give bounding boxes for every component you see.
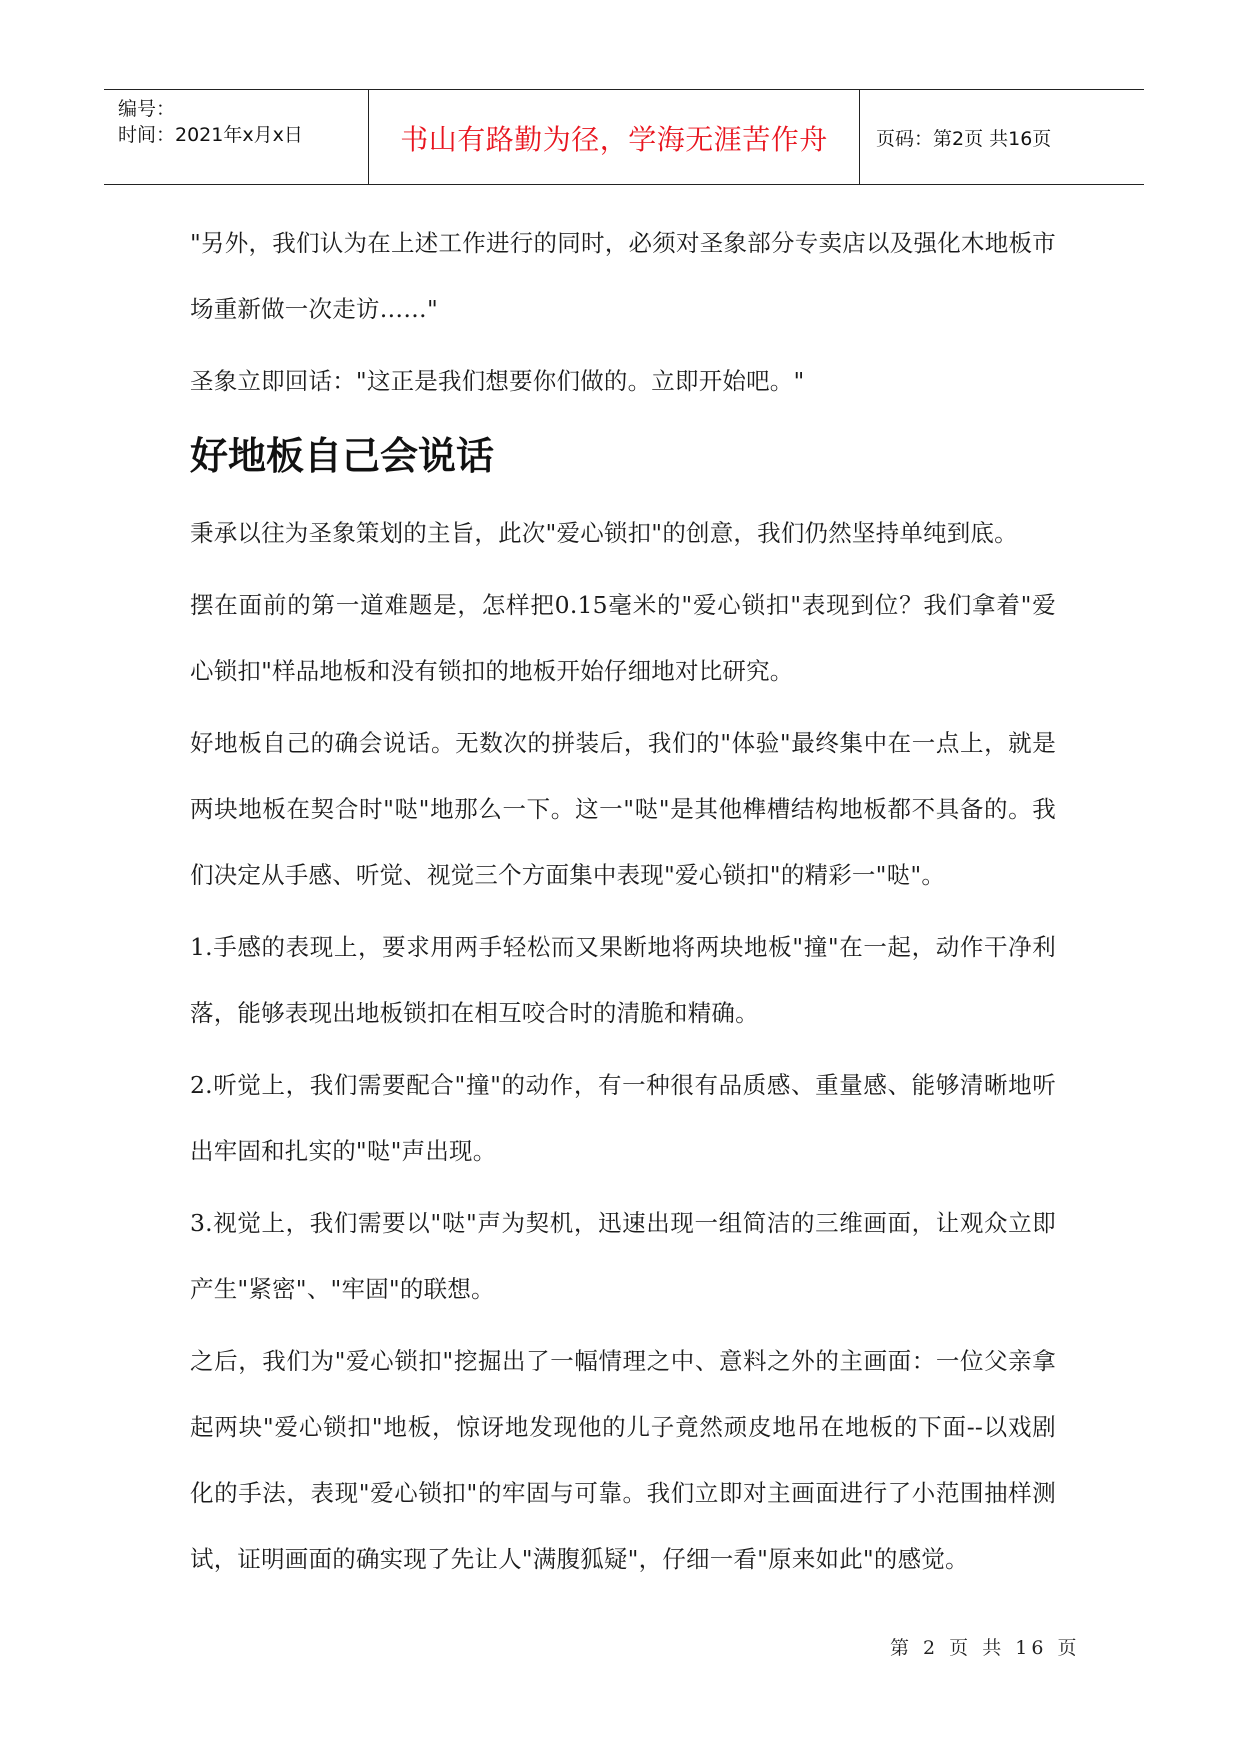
section-title: 好地板自己会说话 [190, 434, 495, 478]
header-motto-cell [369, 90, 860, 184]
header-page-cell [860, 90, 1144, 184]
paragraph: "另外，我们认为在上述工作进行的同时，必须对圣象部分专卖店以及强化木地板市场重新做一次走访……" [190, 229, 1056, 323]
header-motto: 书山有路勤为径，学海无涯苦作舟 [400, 123, 828, 156]
paragraph: 之后，我们为"爱心锁扣"挖掘出了一幅情理之中、意料之外的主画面：一位父亲拿起两块"爱心锁扣"地板，惊讶地发现他的儿子竟然顽皮地吊在地板的下面--以戏剧化的手法，表现"爱心锁扣"的牢固与可靠。我们立即对主画面进行了小范围抽样测试，证明画面的确实现了先让人"满腹狐疑"，仔细一看"原来如此"的感觉。 [190, 1347, 1056, 1573]
paragraph: 摆在面前的第一道难题是，怎样把0.15毫米的"爱心锁扣"表现到位？我们拿着"爱心锁扣"样品地板和没有锁扣的地板开始仔细地对比研究。 [190, 591, 1056, 685]
list-item-paragraph: 2.听觉上，我们需要配合"撞"的动作，有一种很有品质感、重量感、能够清晰地听出牢固和扎实的"哒"声出现。 [190, 1071, 1056, 1165]
list-item-paragraph: 3.视觉上，我们需要以"哒"声为契机，迅速出现一组简洁的三维画面，让观众立即产生"紧密"、"牢固"的联想。 [190, 1209, 1056, 1303]
paragraph: 好地板自己的确会说话。无数次的拼装后，我们的"体验"最终集中在一点上，就是两块地板在契合时"哒"地那么一下。这一"哒"是其他榫槽结构地板都不具备的。我们决定从手感、听觉、视觉三个方面集中表现"爱心锁扣"的精彩一"哒"。 [190, 729, 1056, 889]
paragraph: 秉承以往为圣象策划的主旨，此次"爱心锁扣"的创意，我们仍然坚持单纯到底。 [190, 519, 1018, 547]
document-number-label: 编号： [118, 98, 176, 120]
list-item-paragraph: 1.手感的表现上，要求用两手轻松而又果断地将两块地板"撞"在一起，动作干净利落，能够表现出地板锁扣在相互咬合时的清脆和精确。 [190, 933, 1056, 1027]
paragraph: 圣象立即回话："这正是我们想要你们做的。立即开始吧。" [190, 367, 805, 395]
page-footer: 第 2 页 共 16 页 [890, 1637, 1081, 1659]
document-body [190, 210, 1056, 1598]
header-page-info: 页码：第2页 共16页 [876, 128, 1052, 150]
page-header [104, 89, 1144, 185]
document-time-label: 时间：2021年x月x日 [118, 124, 303, 146]
header-meta-cell [104, 90, 369, 184]
